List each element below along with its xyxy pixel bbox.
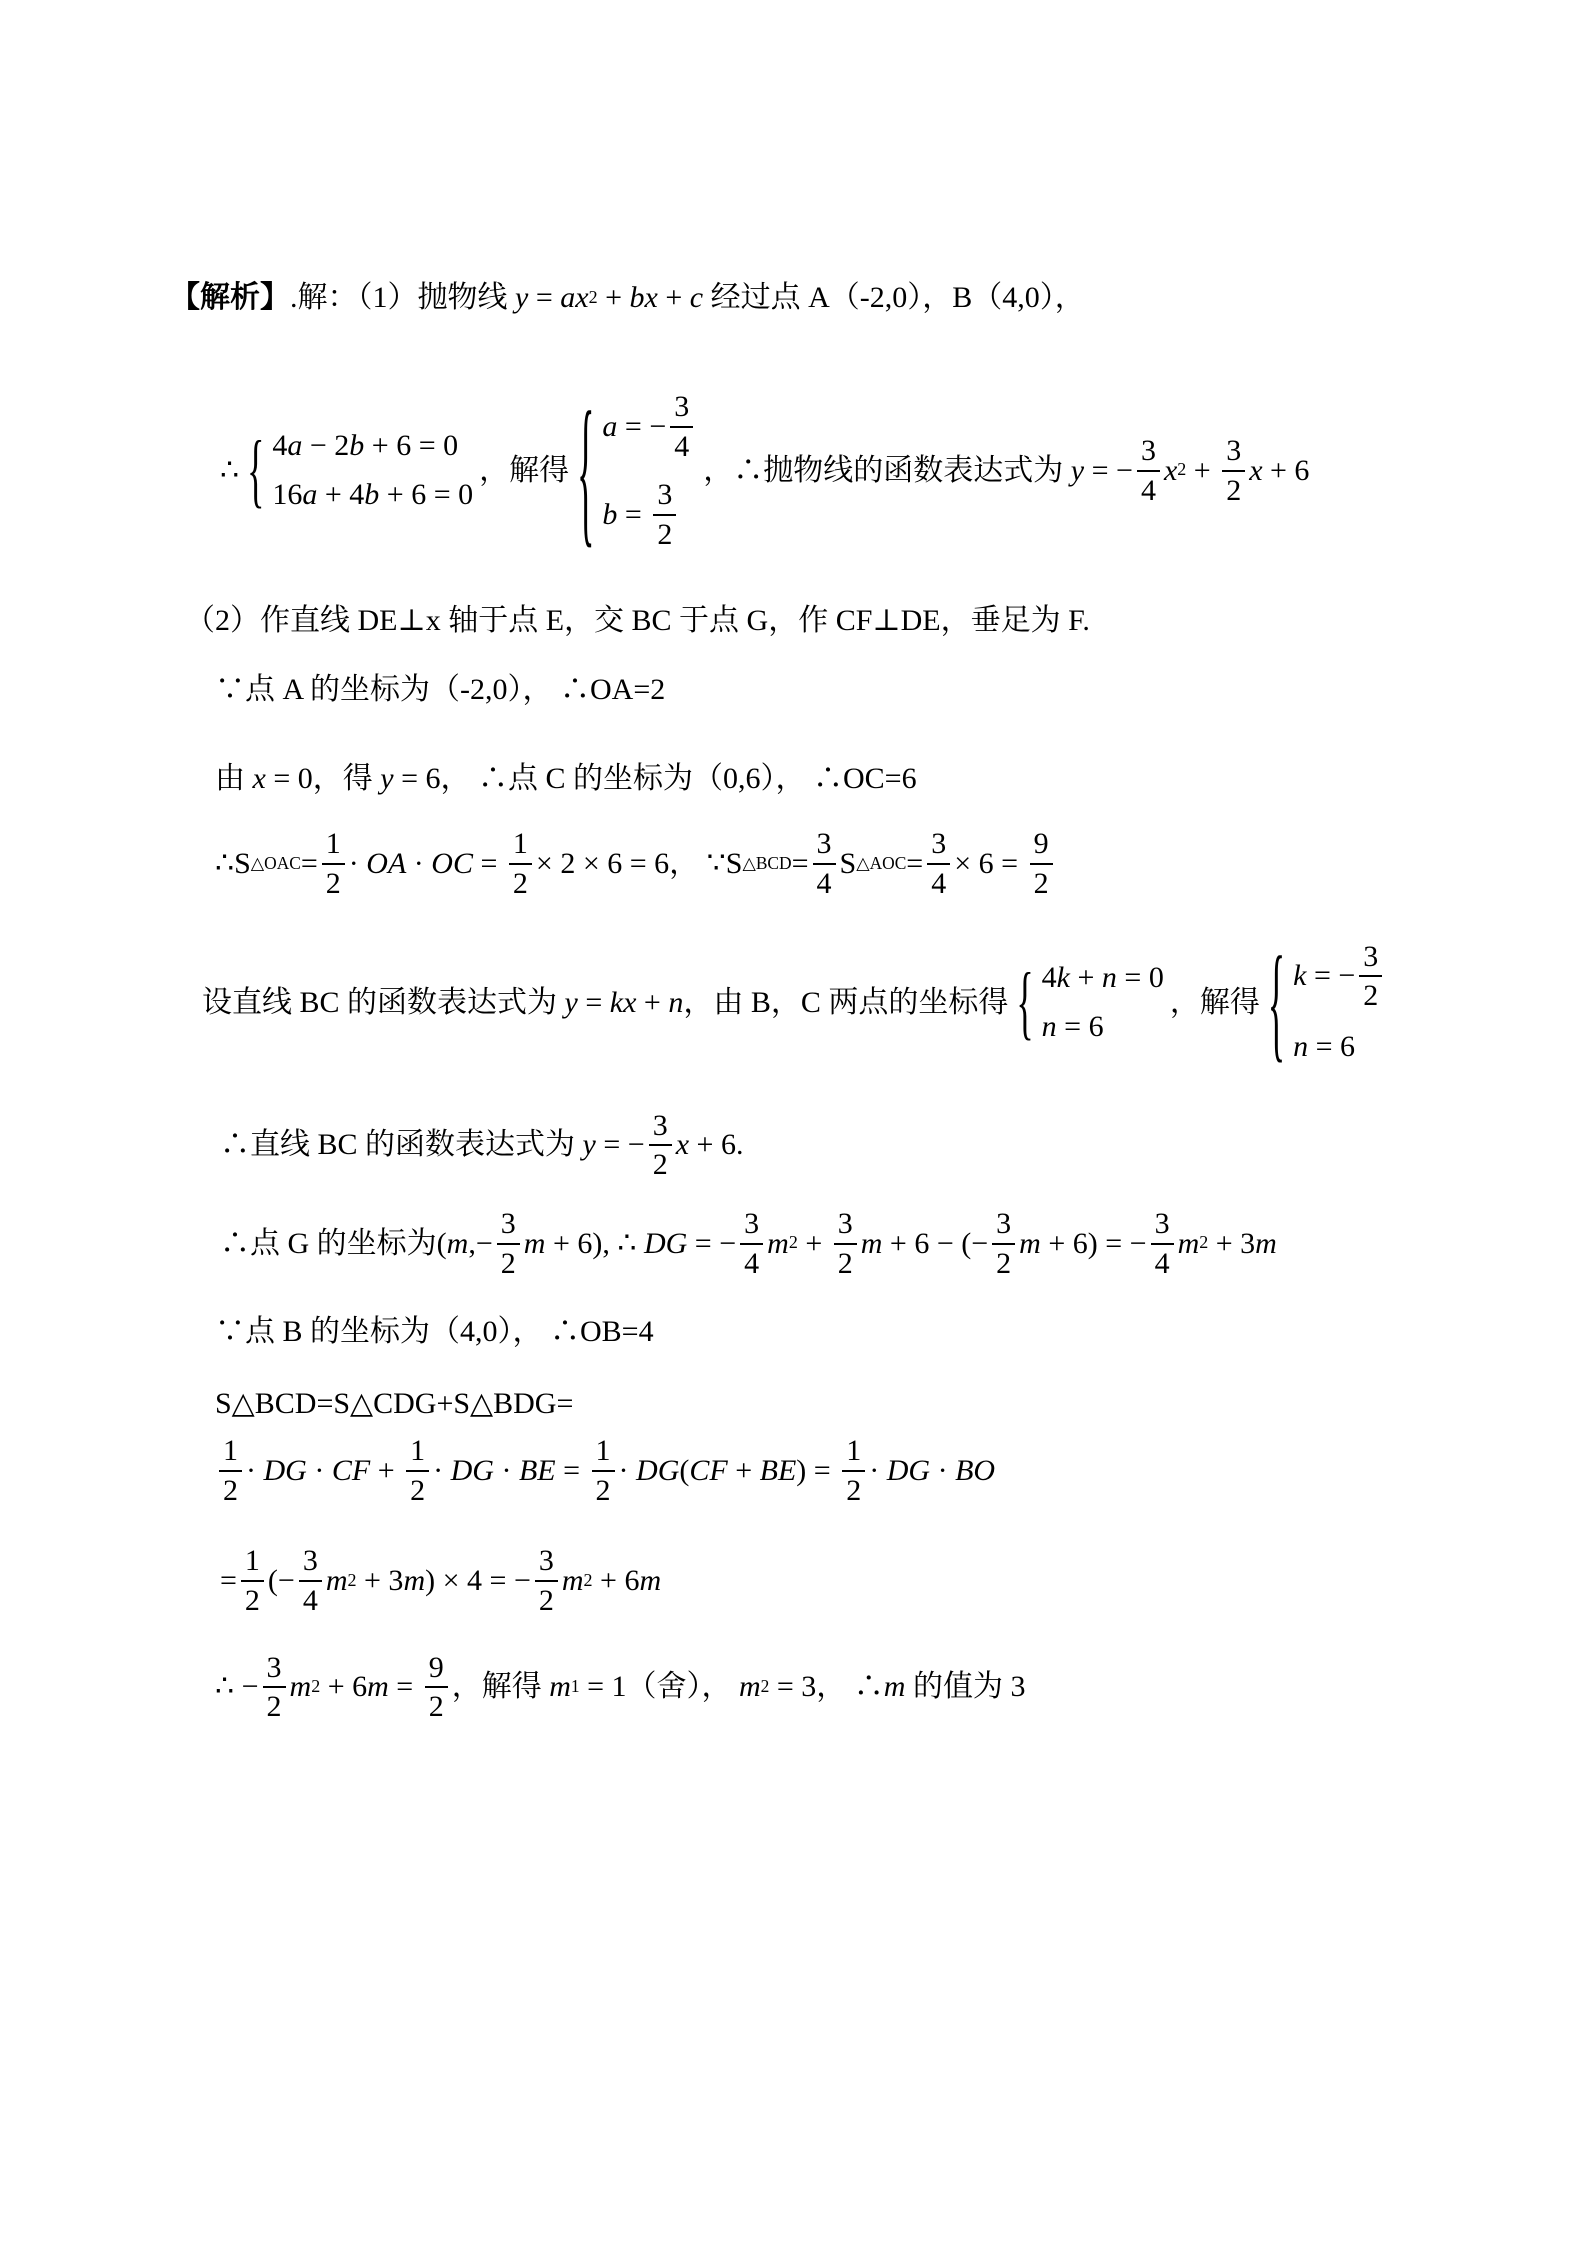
numerator: 9 [425, 1650, 448, 1689]
fraction [241, 1543, 264, 1617]
solution-line-4 [215, 670, 1527, 709]
denominator: 2 [500, 1246, 516, 1280]
solution-line-14 [215, 1650, 1527, 1724]
math-run: m [883, 1670, 906, 1704]
fraction [322, 826, 345, 900]
system-rows [1293, 939, 1386, 1066]
fraction [425, 1650, 448, 1724]
text-run: 设直线 BC 的函数表达式为 [202, 985, 565, 1019]
math-run: ∴ DG = − [609, 1226, 737, 1260]
subscript: △OAC [250, 853, 301, 874]
fraction [406, 1433, 429, 1507]
math-run: + [1186, 453, 1219, 487]
numerator: 3 [1222, 433, 1245, 472]
denominator: 4 [302, 1583, 318, 1617]
numerator: 1 [842, 1433, 865, 1472]
denominator: 4 [931, 866, 947, 900]
superscript: 2 [1177, 459, 1187, 480]
numerator: 3 [497, 1206, 520, 1245]
superscript: 2 [347, 1569, 357, 1590]
math-run: · DG · BE = [433, 1453, 588, 1487]
fraction [535, 1543, 558, 1617]
math-run: m [1177, 1226, 1200, 1260]
text-run: ， ∴ [816, 1670, 884, 1704]
system-rows [272, 426, 473, 514]
denominator: 2 [538, 1583, 554, 1617]
math-run: + bx + c [597, 281, 704, 314]
denominator: 2 [1226, 473, 1242, 507]
numerator: 1 [241, 1543, 264, 1582]
math-run: = [220, 1563, 237, 1597]
text-run: ，解得 [451, 1670, 550, 1704]
denominator: 2 [846, 1473, 862, 1507]
solution-line-12 [215, 1433, 1527, 1507]
fraction [834, 1206, 857, 1280]
superscript: 2 [1199, 1232, 1209, 1253]
fraction [497, 1206, 520, 1280]
solution-line-8 [220, 1108, 1527, 1182]
equation-system [575, 378, 697, 563]
numerator: 3 [834, 1206, 857, 1245]
solution-line-9 [220, 1206, 1527, 1280]
text-run: ，得 [312, 762, 381, 796]
numerator: 1 [219, 1433, 242, 1472]
denominator: 2 [652, 1148, 668, 1182]
fraction [592, 1433, 615, 1507]
math-run: x + 6 [1249, 453, 1310, 487]
math-run: (m,− [436, 1226, 493, 1260]
left-brace: { [247, 424, 265, 517]
math-run: + 6m = [320, 1670, 421, 1704]
denominator: 2 [595, 1473, 611, 1507]
fraction [1222, 433, 1245, 507]
subscript: 1 [570, 1676, 580, 1697]
superscript: 2 [788, 1232, 798, 1253]
denominator: 2 [223, 1473, 238, 1507]
text-run: ∴S [215, 846, 251, 880]
fraction [670, 389, 693, 463]
denominator: 2 [996, 1246, 1012, 1280]
denominator: 2 [657, 517, 673, 551]
system-row: n = 6 [1293, 1029, 1356, 1063]
math-run: x + 6. [675, 1128, 744, 1162]
text-run: 由 [215, 762, 253, 796]
numerator: 3 [740, 1206, 763, 1245]
math-run: (− [267, 1563, 295, 1597]
denominator: 2 [325, 866, 341, 900]
math-run: = 1 [579, 1670, 627, 1704]
math-run: y = − [582, 1128, 645, 1162]
left-brace: { [1016, 956, 1034, 1049]
numerator: 3 [1359, 939, 1382, 978]
subscript: 2 [760, 1676, 770, 1697]
math-run: · DG(CF + BE) = [618, 1453, 839, 1487]
numerator: 3 [535, 1543, 558, 1582]
solution-line-1 [170, 278, 1527, 317]
analysis-tag: 【解析】 [170, 281, 290, 314]
math-run: x = 0 [252, 762, 313, 796]
math-run: ∴ − [215, 1670, 259, 1704]
math-run: + [797, 1226, 830, 1260]
fraction [509, 826, 532, 900]
solution-line-10 [215, 1312, 1527, 1351]
math-run: x [1163, 453, 1178, 487]
fraction [653, 477, 676, 551]
math-run: + 6m [592, 1563, 662, 1597]
numerator: 3 [649, 1108, 672, 1147]
system-row: 4a − 2b + 6 = 0 [272, 429, 459, 463]
superscript: 2 [583, 1569, 593, 1590]
numerator: 1 [509, 826, 532, 865]
text-run: .解：（1）抛物线 [290, 281, 515, 314]
text-run: （舍）， [626, 1670, 739, 1704]
math-run: m + 6) = − [1019, 1226, 1147, 1260]
fraction [927, 826, 950, 900]
fraction [842, 1433, 865, 1507]
text-run: ，解得 [479, 453, 570, 487]
fraction [1359, 939, 1382, 1013]
numerator: 3 [1151, 1206, 1174, 1245]
math-run: × 2 × 6 = 6， [535, 846, 707, 880]
math-run: · DG · CF + [246, 1453, 403, 1487]
fraction [992, 1206, 1015, 1280]
fraction [1137, 433, 1160, 507]
math-run: m [739, 1670, 761, 1704]
denominator: 2 [837, 1246, 853, 1280]
math-run: m [767, 1226, 789, 1260]
solution-line-13 [220, 1543, 1527, 1617]
text-run: S [839, 846, 857, 880]
solution-line-5 [215, 759, 1527, 798]
denominator: 4 [674, 429, 690, 463]
text-run: ∵点 B 的坐标为（4,0）， ∴OB=4 [215, 1315, 654, 1349]
text-run: ∵S [706, 846, 743, 880]
math-run: b = [602, 497, 650, 531]
subscript: △BCD [742, 853, 792, 874]
math-run: m [549, 1670, 571, 1704]
math-run: y = − [1070, 453, 1133, 487]
fraction [1030, 826, 1053, 900]
superscript: 2 [311, 1675, 321, 1696]
text-run: = [906, 846, 924, 880]
math-run: m + 6 − (− [860, 1226, 989, 1260]
left-brace: { [577, 378, 595, 563]
equation-system [1014, 956, 1164, 1049]
fraction [1151, 1206, 1174, 1280]
numerator: 3 [992, 1206, 1015, 1245]
solution-line-3 [185, 601, 1527, 640]
math-run: y = 6 [380, 762, 441, 796]
math-run: × 6 = [954, 846, 1026, 880]
text-run: ，解得 [1169, 985, 1260, 1019]
numerator: 3 [299, 1543, 322, 1582]
system-row [1293, 939, 1386, 1013]
numerator: 3 [263, 1650, 286, 1689]
numerator: 9 [1030, 826, 1053, 865]
system-row [602, 477, 680, 551]
denominator: 4 [1140, 473, 1156, 507]
math-run: + 3m [1208, 1226, 1277, 1260]
numerator: 1 [592, 1433, 615, 1472]
math-run: m [325, 1563, 348, 1597]
math-run: m [289, 1670, 312, 1704]
math-run: k = − [1293, 959, 1356, 993]
numerator: 1 [322, 826, 345, 865]
system-row: 16a + 4b + 6 = 0 [272, 478, 474, 512]
denominator: 4 [744, 1246, 760, 1280]
denominator: 2 [512, 866, 528, 900]
system-rows [602, 389, 697, 551]
math-run: y = ax [515, 281, 589, 314]
math-run: · OA · OC = [348, 846, 505, 880]
fraction [649, 1108, 672, 1182]
system-row: n = 6 [1041, 1010, 1104, 1044]
text-run: ∴直线 BC 的函数表达式为 [220, 1128, 583, 1162]
denominator: 2 [266, 1690, 282, 1724]
equation-block-ab [220, 378, 1527, 563]
equation-block-kn [202, 930, 1527, 1075]
therefore-symbol: ∴ [220, 453, 240, 487]
text-run: = [300, 846, 318, 880]
system-row [602, 389, 697, 463]
system-rows [1042, 958, 1164, 1046]
fraction [299, 1543, 322, 1617]
fraction [813, 826, 836, 900]
fraction [219, 1433, 242, 1507]
math-run: y = kx + n [564, 985, 684, 1019]
denominator: 2 [1033, 866, 1049, 900]
text-run: 的值为 3 [905, 1670, 1026, 1704]
numerator: 3 [670, 389, 693, 428]
text-run: ，∴抛物线的函数表达式为 [703, 453, 1071, 487]
superscript: 2 [588, 286, 598, 307]
fraction [740, 1206, 763, 1280]
text-run: ， ∴点 C 的坐标为（0,6）， ∴OC=6 [440, 762, 917, 796]
denominator: 4 [1154, 1246, 1170, 1280]
text-run: S△BCD=S△CDG+S△BDG= [215, 1387, 574, 1421]
text-run: ∴点 G 的坐标为 [220, 1226, 437, 1260]
numerator: 3 [927, 826, 950, 865]
solution-line-6 [215, 826, 1527, 900]
numerator: 3 [813, 826, 836, 865]
text-run: ∵点 A 的坐标为（-2,0）， ∴OA=2 [215, 673, 666, 707]
subscript: △AOC [856, 853, 907, 874]
solution-line-11 [215, 1384, 1527, 1423]
text-run: ，由 B，C 两点的坐标得 [683, 985, 1009, 1019]
denominator: 2 [1363, 979, 1379, 1013]
fraction [263, 1650, 286, 1724]
math-run: + 3m) × 4 = − [356, 1563, 531, 1597]
math-run: m [561, 1563, 584, 1597]
equation-system [1266, 930, 1386, 1075]
text-run: = [791, 846, 809, 880]
numerator: 3 [1137, 433, 1160, 472]
denominator: 4 [816, 866, 832, 900]
text-run: 经过点 A（-2,0），B（4,0）， [703, 281, 1085, 314]
denominator: 2 [428, 1690, 444, 1724]
left-brace: { [1267, 930, 1286, 1075]
math-run: a = − [602, 409, 667, 443]
math-run: · DG · BO [869, 1453, 996, 1487]
math-run: = 3 [769, 1670, 817, 1704]
denominator: 2 [244, 1583, 260, 1617]
numerator: 1 [406, 1433, 429, 1472]
denominator: 2 [410, 1473, 426, 1507]
math-run: m + 6), [523, 1226, 610, 1260]
equation-system [245, 424, 474, 517]
numerator: 3 [653, 477, 676, 516]
text-run: （2）作直线 DE⊥x 轴于点 E，交 BC 于点 G，作 CF⊥DE，垂足为 F. [185, 604, 1090, 638]
system-row: 4k + n = 0 [1041, 961, 1164, 995]
